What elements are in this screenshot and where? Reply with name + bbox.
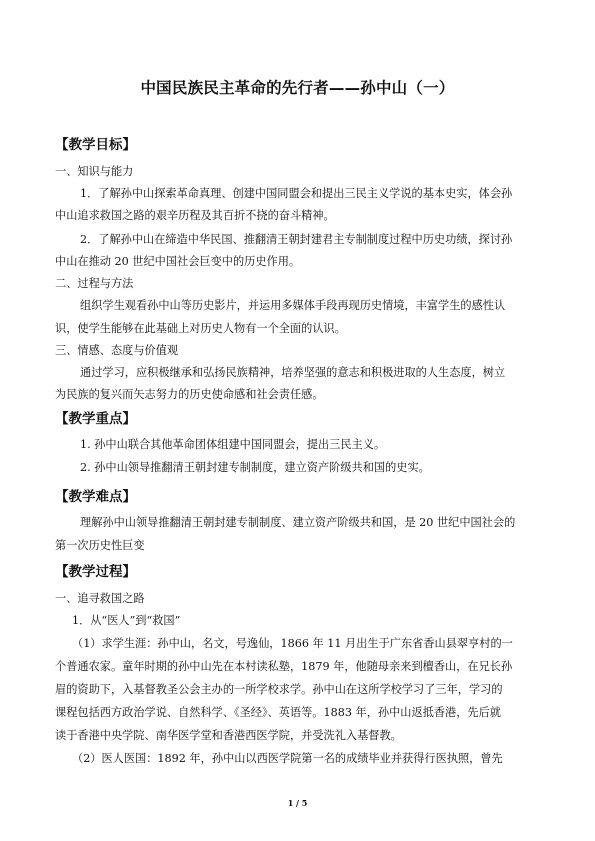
teaching-goals-heading: 【教学目标】 — [55, 137, 136, 153]
key-point-1: 1. 孙中山联合其他革命团体组建中国同盟会，提出三民主义。 — [80, 438, 386, 451]
knowledge-ability-heading: 一、知识与能力 — [55, 165, 134, 178]
process-subheading: 1．从“医人”到“救国” — [72, 614, 181, 627]
study-life-line-1: （1）求学生涯：孙中山，名文，号逸仙，1866 年 11 月出生于广东省香山县翠亨村的一 — [72, 637, 513, 650]
goal-2-line-1: 2．了解孙中山在缔造中华民国、推翻清王朝封建君主专制制度过程中历史功绩，探讨孙 — [80, 233, 513, 246]
key-point-2: 2. 孙中山领导推翻清王朝封建专制制度，建立资产阶级共和国的史实。 — [80, 461, 430, 474]
study-life-line-2: 个普通农家。童年时期的孙中山先在本村读私塾，1879 年，他随母亲来到檀香山，在兄长孙 — [55, 660, 513, 673]
process-method-line-1: 组织学生观看孙中山等历史影片，并运用多媒体手段再现历史情境，丰富学生的感性认 — [80, 299, 506, 312]
teaching-key-points-heading: 【教学重点】 — [55, 411, 136, 427]
process-method-heading: 二、过程与方法 — [55, 277, 134, 290]
teaching-process-heading: 【教学过程】 — [55, 564, 136, 580]
process-method-line-2: 识，使学生能够在此基础上对历史人物有一个全面的认识。 — [55, 322, 346, 335]
difficulty-line-2: 第一次历史性巨变 — [55, 539, 145, 552]
document-title: 中国民族民主革命的先行者——孙中山（一） — [140, 79, 455, 97]
emotion-values-line-2: 为民族的复兴而矢志努力的历史使命感和社会责任感。 — [55, 388, 324, 401]
medicine-line-1: （2）医人医国：1892 年，孙中山以西医学院第一名的成绩毕业并获得行医执照，曾先 — [72, 752, 503, 765]
emotion-values-heading: 三、情感、态度与价值观 — [55, 344, 179, 357]
study-life-line-3: 眉的资助下，入基督教圣公会主办的一所学校求学。孙中山在这所学校学习了三年，学习的 — [55, 683, 503, 696]
goal-1-line-1: 1．了解孙中山探索革命真理、创建中国同盟会和提出三民主义学说的基本史实，体会孙 — [80, 187, 513, 200]
difficulty-line-1: 理解孙中山领导推翻清王朝封建专制制度、建立资产阶级共和国，是 20 世纪中国社会的 — [80, 516, 516, 529]
teaching-difficulty-heading: 【教学难点】 — [55, 489, 136, 505]
goal-1-line-2: 中山追求救国之路的艰辛历程及其百折不挠的奋斗精神。 — [55, 209, 335, 222]
study-life-line-4: 课程包括西方政治学说、自然科学、《圣经》、英语等。1883 年，孙中山返抵香港，先后就 — [55, 706, 501, 719]
goal-2-line-2: 中山在推动 20 世纪中国社会巨变中的历史作用。 — [55, 255, 301, 268]
process-section-heading: 一、追寻救国之路 — [55, 592, 145, 605]
study-life-line-5: 读于香港中央学院、南华医学堂和香港西医学院，并受洗礼入基督教。 — [55, 729, 402, 742]
page-number: 1 / 5 — [287, 798, 308, 808]
emotion-values-line-1: 通过学习，应积极继承和弘扬民族精神，培养坚强的意志和积极进取的人生态度，树立 — [80, 366, 506, 379]
